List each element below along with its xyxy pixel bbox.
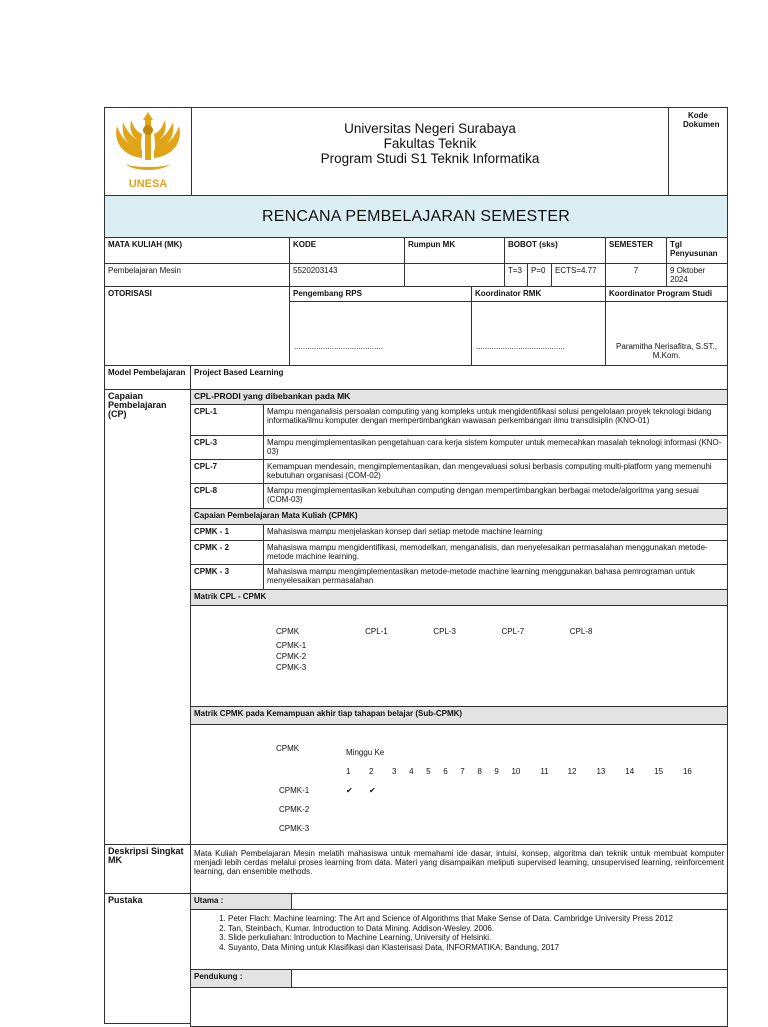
week-header: 12 xyxy=(567,767,577,776)
prodi-sign xyxy=(605,301,728,366)
bobot-t: T=3 xyxy=(504,263,528,287)
pengembang-header: Pengembang RPS xyxy=(289,286,472,302)
matrix-cell xyxy=(432,662,500,673)
week-check-cell xyxy=(345,819,368,838)
reference-item: 4. Suyanto, Data Mining untuk Klasifikasi dan Klasterisasi Data, INFORMATIKA: Bandung, 2017 xyxy=(228,943,724,953)
week-check-cell xyxy=(476,781,493,800)
semester-header: SEMESTER xyxy=(605,237,667,264)
matrix-cell xyxy=(364,651,432,662)
koordinator-rmk-header: Koordinator RMK xyxy=(471,286,606,302)
logo-cell xyxy=(104,107,192,196)
institution-header xyxy=(191,107,669,196)
week-check-cell xyxy=(368,800,391,819)
cpl-desc: Mampu mengimplementasikan pengetahuan cara kerja sistem komputer untuk memecahkan masalah teknologi informasi (KNO-03) xyxy=(263,435,728,460)
program-name: Program Studi S1 Teknik Informatika xyxy=(320,151,540,166)
week-check-cell xyxy=(567,819,596,838)
kode-header: KODE xyxy=(289,237,405,264)
week-header: 4 xyxy=(409,767,414,776)
week-check-cell xyxy=(391,819,408,838)
matrix-col-header: CPL-7 xyxy=(501,626,525,636)
week-check-cell xyxy=(539,781,566,800)
week-check-cell xyxy=(425,819,442,838)
faculty-name: Fakultas Teknik xyxy=(383,136,477,151)
minggu-ke-header: Minggu Ke xyxy=(346,747,385,757)
pustaka-utama-list xyxy=(190,909,728,970)
sub-cpmk-matrix xyxy=(275,742,711,838)
week-check-cell xyxy=(624,800,653,819)
pendukung-area xyxy=(190,987,728,1027)
rmk-dots: ........................................ xyxy=(476,342,565,351)
utama-blank xyxy=(291,893,728,910)
matrix-col-header: CPMK xyxy=(276,626,300,636)
week-header: 7 xyxy=(460,767,465,776)
week-header: 11 xyxy=(540,767,549,776)
unesa-logo xyxy=(105,108,191,195)
week-check-cell xyxy=(653,800,682,819)
sub-row-label: CPMK-3 xyxy=(279,824,310,833)
week-header: 2 xyxy=(369,767,374,776)
week-header: 5 xyxy=(426,767,431,776)
cpmk-desc: Mahasiswa mampu mengidentifikasi, memodelkan, menganalisis, dan menyelesaikan permasalahan menggunakan metode-metode machine learning. xyxy=(263,540,728,565)
koordinator-prodi-header: Koordinator Program Studi xyxy=(605,286,728,302)
course-rumpun xyxy=(404,263,505,287)
matrix-col-header: CPL-8 xyxy=(569,626,593,636)
week-check-cell xyxy=(442,819,459,838)
week-check-cell xyxy=(624,819,653,838)
week-check-cell xyxy=(391,800,408,819)
matrix-cell xyxy=(364,640,432,651)
matrix-cell xyxy=(501,651,569,662)
week-check-cell xyxy=(510,819,539,838)
cpl-code: CPL-7 xyxy=(190,459,264,484)
cpmk-heading: Capaian Pembelajaran Mata Kuliah (CPMK) xyxy=(190,508,728,525)
university-name: Universitas Negeri Surabaya xyxy=(344,121,516,136)
week-header: 15 xyxy=(654,767,664,776)
matrix-row-label: CPMK-2 xyxy=(276,652,307,661)
matrix-cell xyxy=(501,662,569,673)
matrix-heading: Matrik CPL - CPMK xyxy=(190,589,728,606)
week-check-cell xyxy=(653,781,682,800)
rmk-sign xyxy=(471,301,606,366)
bobot-p: P=0 xyxy=(527,263,552,287)
week-check-cell xyxy=(682,781,711,800)
matrix-row-label: CPMK-3 xyxy=(276,663,307,672)
deskripsi-label: Deskripsi Singkat MK xyxy=(104,844,191,894)
cpl-code: CPL-1 xyxy=(190,404,264,436)
course-code: 5520203143 xyxy=(289,263,405,287)
week-check-cell xyxy=(425,781,442,800)
cpl-desc: Mampu menganalisis persoalan computing yang kompleks untuk mengidentifikasi solusi pengelolaan proyek teknologi bidang informatika/ilmu komputer dengan mempertimbangkan wawasan perkembangan ilmu transdisiplin (KNO-01) xyxy=(263,404,728,436)
cpl-desc: Mampu mengimplementasikan kebutuhan computing dengan mempertimbangkan berbagai metode/algoritma yang sesuai (COM-03) xyxy=(263,483,728,509)
logo-text: UNESA xyxy=(128,178,168,190)
week-header: 1 xyxy=(346,767,351,776)
matrix-cell xyxy=(569,640,637,651)
course-tgl: 9 Oktober 2024 xyxy=(666,263,728,287)
week-check-cell xyxy=(510,781,539,800)
week-check-cell xyxy=(624,781,653,800)
sub-cpmk-col-header: CPMK xyxy=(276,744,300,753)
week-header: 8 xyxy=(477,767,482,776)
week-check-cell xyxy=(476,800,493,819)
kode-dokumen: Kode Dokumen xyxy=(668,107,728,196)
sub-cpmk-container xyxy=(190,724,728,845)
week-check-cell xyxy=(567,800,596,819)
week-check-cell xyxy=(493,781,510,800)
week-check-cell xyxy=(408,800,425,819)
mk-header: MATA KULIAH (MK) xyxy=(104,237,290,264)
week-check-cell xyxy=(442,800,459,819)
pustaka-label: Pustaka xyxy=(104,893,191,1024)
rumpun-header: Rumpun MK xyxy=(404,237,505,264)
week-check-cell xyxy=(567,781,596,800)
cpmk-desc: Mahasiswa mampu menjelaskan konsep dari setiap metode machine learning xyxy=(263,524,728,541)
week-check-cell xyxy=(442,781,459,800)
week-header: 9 xyxy=(494,767,499,776)
cpmk-code: CPMK - 3 xyxy=(190,564,264,590)
cp-label: Capaian Pembelajaran (CP) xyxy=(104,389,191,845)
week-check-cell xyxy=(493,819,510,838)
week-check-cell xyxy=(459,781,476,800)
week-check-cell xyxy=(682,819,711,838)
week-check-cell xyxy=(595,800,624,819)
week-check-cell xyxy=(510,800,539,819)
cpl-code: CPL-8 xyxy=(190,483,264,509)
otorisasi-label: OTORISASI xyxy=(104,286,290,366)
cpmk-code: CPMK - 2 xyxy=(190,540,264,565)
week-check-cell xyxy=(459,800,476,819)
week-check-cell xyxy=(368,819,391,838)
week-check-cell xyxy=(391,781,408,800)
matrix-container xyxy=(190,605,728,707)
week-check-cell xyxy=(539,800,566,819)
pengembang-dots: ........................................ xyxy=(294,342,383,351)
sub-row-label: CPMK-2 xyxy=(279,805,310,814)
week-check-cell: ✔ xyxy=(369,786,376,795)
week-check-cell xyxy=(476,819,493,838)
cpmk-code: CPMK - 1 xyxy=(190,524,264,541)
bobot-ects: ECTS=4.77 xyxy=(551,263,606,287)
cpl-desc: Kemampuan mendesain, mengimplementasikan, dan mengevaluasi solusi berbasis computing multi-platform yang memenuhi kebutuhan organisasi (COM-02) xyxy=(263,459,728,484)
week-check-cell xyxy=(425,800,442,819)
week-header: 6 xyxy=(443,767,448,776)
week-header: 16 xyxy=(682,767,692,776)
cpl-heading: CPL-PRODI yang dibebankan pada MK xyxy=(190,389,728,405)
course-semester: 7 xyxy=(605,263,667,287)
week-check-cell xyxy=(653,819,682,838)
sub-row-label: CPMK-1 xyxy=(279,786,310,795)
matrix-cell xyxy=(501,640,569,651)
matrix-cell xyxy=(364,662,432,673)
week-header: 13 xyxy=(596,767,606,776)
matrix-cell xyxy=(432,640,500,651)
model-value: Project Based Learning xyxy=(190,365,728,390)
utama-label: Utama : xyxy=(190,893,292,910)
model-label: Model Pembelajaran xyxy=(104,365,191,390)
kaprodi-name: Paramitha Nerisafitra, S.ST., M.Kom. xyxy=(616,342,717,360)
pengembang-sign xyxy=(289,301,472,366)
deskripsi-text: Mata Kuliah Pembelajaran Mesin melatih mahasiswa untuk memahami ide dasar, intuisi, konsep, algoritma dan teknik untuk membuat komputer menjadi lebih cerdas melalui proses learning from data. Materi yang disampaikan meliputi supervised learning, unsupervised learning, reinforcement learning, dan ensemble methods. xyxy=(190,844,728,894)
week-header: 14 xyxy=(625,767,635,776)
week-check-cell xyxy=(459,819,476,838)
week-check-cell xyxy=(682,800,711,819)
week-check-cell xyxy=(408,819,425,838)
cpmk-desc: Mahasiswa mampu mengimplementasikan metode-metode machine learning menggunakan bahasa pemrograman untuk menyelesaikan permasalahan xyxy=(263,564,728,590)
bobot-header: BOBOT (sks) xyxy=(504,237,606,264)
reference-item: 1. Peter Flach: Machine learning: The Art and Science of Algorithms that Make Sense of Data. Cambridge University Press 2012 xyxy=(228,914,724,924)
week-check-cell xyxy=(595,819,624,838)
week-check-cell xyxy=(493,800,510,819)
week-header: 10 xyxy=(511,767,521,776)
matrix-cell xyxy=(432,651,500,662)
reference-item: 2. Tan, Steinbach, Kumar. Introduction to Data Mining. Addison-Wesley. 2006. xyxy=(228,924,724,934)
tgl-header: Tgl Penyusunan xyxy=(666,237,728,264)
reference-list xyxy=(194,914,724,952)
week-check-cell xyxy=(408,781,425,800)
matrix-row-label: CPMK-1 xyxy=(276,641,307,650)
page-title: RENCANA PEMBELAJARAN SEMESTER xyxy=(104,195,728,238)
matrix-col-header: CPL-1 xyxy=(365,626,388,636)
cpl-code: CPL-3 xyxy=(190,435,264,460)
week-check-cell xyxy=(595,781,624,800)
matrix-cell xyxy=(569,651,637,662)
sub-cpmk-heading: Matrik CPMK pada Kemampuan akhir tiap tahapan belajar (Sub-CPMK) xyxy=(190,706,728,725)
course-name: Pembelajaran Mesin xyxy=(104,263,290,287)
week-check-cell xyxy=(539,819,566,838)
week-header: 3 xyxy=(392,767,397,776)
week-check-cell xyxy=(345,800,368,819)
pendukung-blank xyxy=(291,969,728,988)
cpl-cpmk-matrix xyxy=(275,622,637,673)
week-check-cell: ✔ xyxy=(346,786,353,795)
pendukung-label: Pendukung : xyxy=(190,969,292,988)
reference-item: 3. Slide perkuliahan: Introduction to Machine Learning, University of Helsinki. xyxy=(228,933,724,943)
matrix-cell xyxy=(569,662,637,673)
matrix-col-header: CPL-3 xyxy=(433,626,456,636)
